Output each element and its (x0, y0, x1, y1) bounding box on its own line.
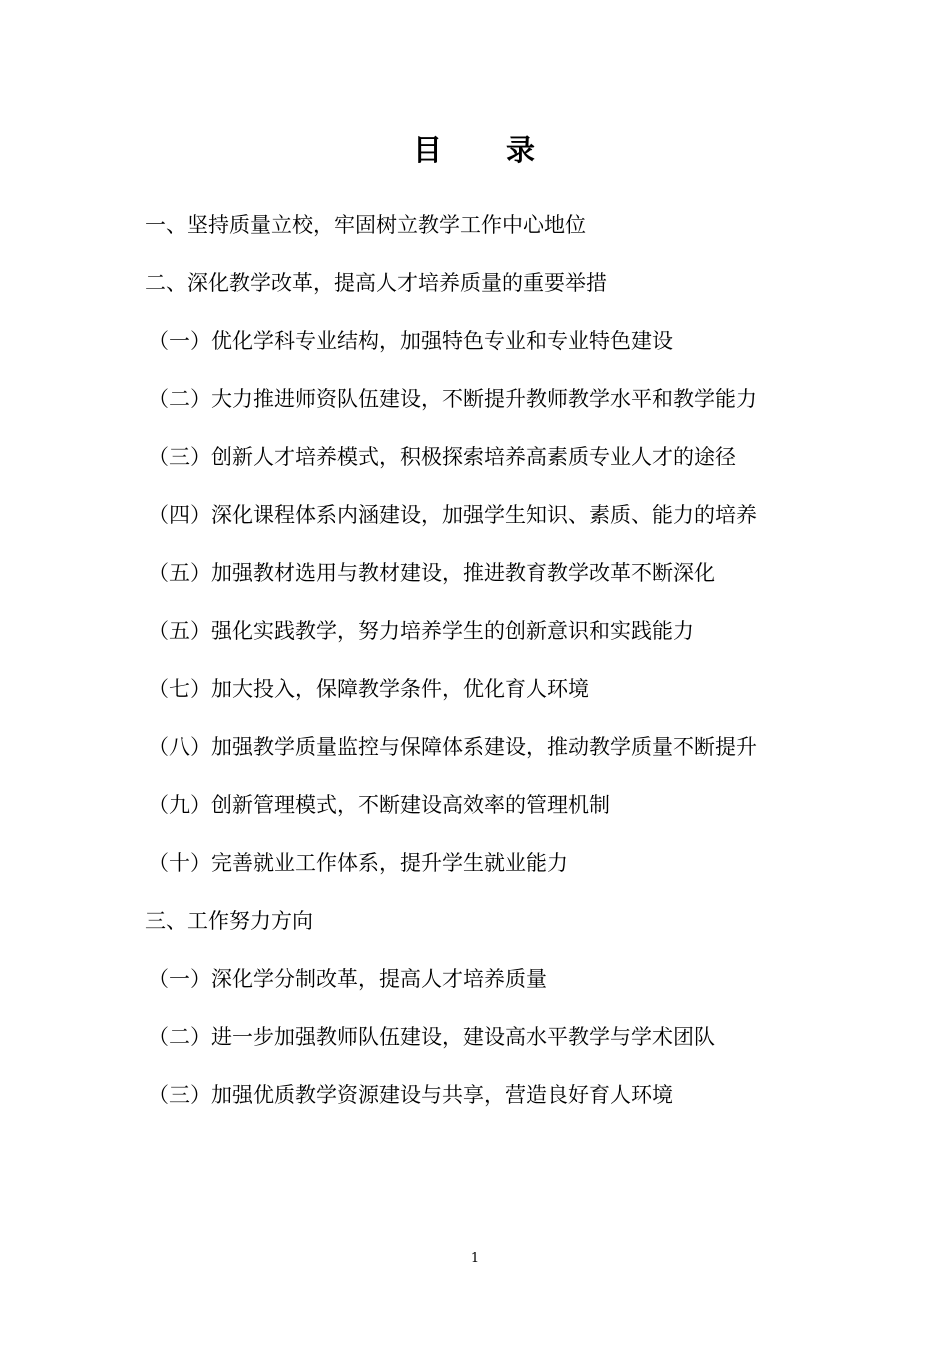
toc-section-2[interactable]: 二、深化教学改革，提高人才培养质量的重要举措 (145, 271, 607, 295)
toc-subsection-2-8[interactable]: （八）加强教学质量监控与保障体系建设，推动教学质量不断提升 (148, 735, 757, 759)
page-number: 1 (470, 1251, 480, 1266)
toc-subsection-2-4[interactable]: （四）深化课程体系内涵建设，加强学生知识、素质、能力的培养 (148, 503, 757, 527)
toc-subsection-2-5[interactable]: （五）加强教材选用与教材建设，推进教育教学改革不断深化 (148, 561, 715, 585)
toc-section-1[interactable]: 一、坚持质量立校，牢固树立教学工作中心地位 (145, 213, 586, 237)
toc-subsection-2-9[interactable]: （九）创新管理模式，不断建设高效率的管理机制 (148, 793, 610, 817)
toc-subsection-2-2[interactable]: （二）大力推进师资队伍建设，不断提升教师教学水平和教学能力 (148, 387, 757, 411)
table-of-contents (0, 207, 950, 1135)
toc-subsection-2-7[interactable]: （七）加大投入，保障教学条件，优化育人环境 (148, 677, 589, 701)
toc-subsection-3-3[interactable]: （三）加强优质教学资源建设与共享，营造良好育人环境 (148, 1083, 673, 1107)
toc-subsection-2-10[interactable]: （十）完善就业工作体系，提升学生就业能力 (148, 851, 568, 875)
toc-subsection-3-1[interactable]: （一）深化学分制改革，提高人才培养质量 (148, 967, 547, 991)
toc-subsection-2-3[interactable]: （三）创新人才培养模式，积极探索培养高素质专业人才的途径 (148, 445, 736, 469)
toc-title: 目 录 (412, 133, 537, 168)
toc-subsection-3-2[interactable]: （二）进一步加强教师队伍建设，建设高水平教学与学术团队 (148, 1025, 715, 1049)
toc-section-3[interactable]: 三、工作努力方向 (145, 909, 313, 933)
toc-subsection-2-6[interactable]: （五）强化实践教学，努力培养学生的创新意识和实践能力 (148, 619, 694, 643)
toc-subsection-2-1[interactable]: （一）优化学科专业结构，加强特色专业和专业特色建设 (148, 329, 673, 353)
